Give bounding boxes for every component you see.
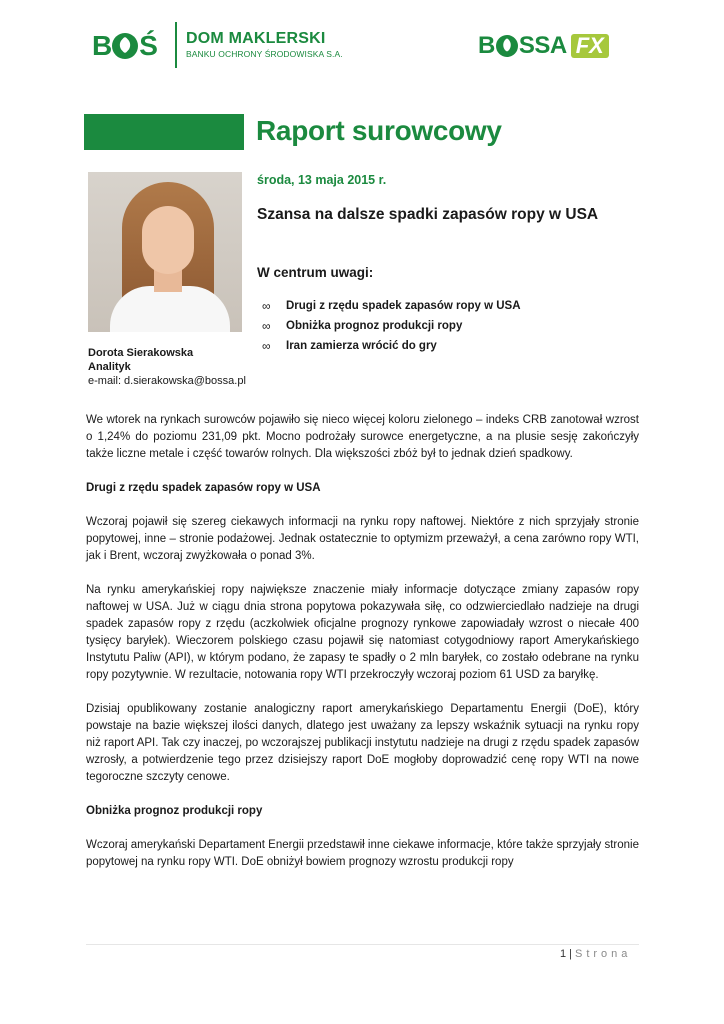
author-name: Dorota Sierakowska xyxy=(88,347,194,359)
photo-shirt xyxy=(110,286,230,332)
brand-sub: BANKU OCHRONY ŚRODOWISKA S.A. xyxy=(186,49,343,59)
section-heading: Drugi z rzędu spadek zapasów ropy w USA xyxy=(86,482,321,494)
leaf-icon xyxy=(112,33,138,59)
paragraph: Dzisiaj opublikowany zostanie analogiczny raport amerykańskiego Departamentu Energii (DoE), który powstaje na bazie większej ilości danych, dlatego jest uważany za lepszy wskaźnik sytuacji na rynku ropy niż raport API. Tak czy inaczej, po wczorajszej publikacji instytutu nadzieje na drugi z rzędu spadek zapasów wzrosły, a potwierdzenie tego przez dzisiejszy raport DoE mogłoby doprowadzić cenę ropy WTI na nowe tegoroczne szczyty cenowe. xyxy=(86,703,639,783)
page-number: 1 xyxy=(560,948,567,960)
brand-text xyxy=(186,30,343,59)
bossa-logo-text: B SSA xyxy=(478,32,567,59)
infinity-bullet-icon: ∞ xyxy=(262,299,271,313)
report-subtitle: Szansa na dalsze spadki zapasów ropy w USA xyxy=(257,206,599,223)
page-footer xyxy=(560,948,631,960)
focus-item xyxy=(262,316,521,336)
intro-paragraph: We wtorek na rynkach surowców pojawiło się nieco więcej koloru zielonego – indeks CRB zanotował wzrost o 1,24% do poziomu 231,09 pkt. Mocno podrożały surowce energetyczne, a na plusie sesję zakończyły także liczne metale i część towarów rolnych. Dla większości zbóż był to jednak dzień spadkowy. xyxy=(86,414,639,460)
author-info xyxy=(88,346,246,388)
paragraph: Wczoraj amerykański Departament Energii przedstawił inne ciekawe informacje, które także sprzyjały stronie popytowej na rynku ropy WTI. DoE obniżył bowiem prognozy wzrostu produkcji ropy xyxy=(86,839,639,868)
infinity-bullet-icon: ∞ xyxy=(262,339,271,353)
author-photo xyxy=(88,172,242,332)
report-title: Raport surowcowy xyxy=(256,115,502,146)
focus-list xyxy=(262,296,521,356)
footer-separator: | xyxy=(569,948,572,960)
logo-divider xyxy=(175,22,177,68)
bos-logo xyxy=(92,24,157,68)
author-role: Analityk xyxy=(88,361,131,373)
focus-item xyxy=(262,336,521,356)
bossafx-logo xyxy=(478,32,609,60)
brand-main: DOM MAKLERSKI xyxy=(186,30,326,47)
footer-divider xyxy=(86,944,639,945)
photo-face xyxy=(142,206,194,274)
author-email[interactable]: e-mail: d.sierakowska@bossa.pl xyxy=(88,375,246,387)
focus-item-label: Iran zamierza wrócić do gry xyxy=(286,340,437,352)
report-body xyxy=(86,412,639,888)
focus-item-label: Drugi z rzędu spadek zapasów ropy w USA xyxy=(286,300,521,312)
focus-heading: W centrum uwagi: xyxy=(257,265,374,280)
focus-item xyxy=(262,296,521,316)
section-heading: Obniżka prognoz produkcji ropy xyxy=(86,805,263,817)
title-accent-bar xyxy=(84,114,244,150)
paragraph: Na rynku amerykańskiej ropy największe znaczenie miały informacje dotyczące zmiany zapasów ropy naftowej w USA. Już w ciągu dnia strona popytowa pokazywała siłę, co odzwierciedlało nadzieje na drugi spadek zapasów ropy z rzędu (aczkolwiek oficjalne prognozy rynkowe zapowiadały wzrost o niecałe 400 tysięcy baryłek). Wieczorem polskiego czasu pojawił się natomiast cotygodniowy raport Amerykańskiego Instytutu Paliw (API), w którym podano, że zapasy te spadły o 2 mln baryłek, co zostało odebrane na rynku ropy pozytywnie. W rezultacie, notowania ropy WTI przekroczyły wczoraj poziom 61 USD za baryłkę. xyxy=(86,584,639,681)
report-date: środa, 13 maja 2015 r. xyxy=(257,173,387,187)
bos-logo-text: B Ś xyxy=(92,30,157,61)
focus-item-label: Obniżka prognoz produkcji ropy xyxy=(286,320,463,332)
infinity-bullet-icon: ∞ xyxy=(262,319,271,333)
page-word: Strona xyxy=(574,948,632,960)
paragraph: Wczoraj pojawił się szereg ciekawych informacji na rynku ropy naftowej. Niektóre z nich sprzyjały stronie popytowej, inne – stronie podażowej. Jednak ostatecznie to optymizm przeważył, a cena zarówno ropy WTI, jak i Brent, wczoraj zwyżkowała o ponad 3%. xyxy=(86,516,639,562)
leaf-icon xyxy=(496,35,518,57)
fx-logo: FX xyxy=(571,34,609,58)
